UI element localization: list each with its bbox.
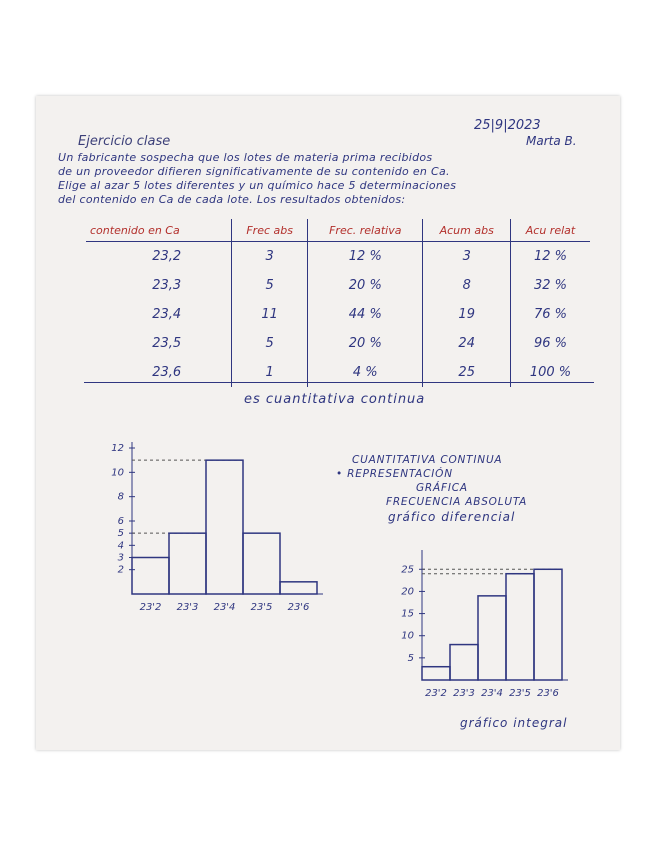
bar: [450, 645, 478, 680]
y-tick-label: 8: [117, 491, 124, 503]
table-header-row: [86, 219, 590, 242]
bar: [280, 582, 317, 594]
author-name: Marta B.: [526, 134, 577, 148]
statement-line-2: de un proveedor difieren significativamente de su contenido en Ca.: [58, 165, 450, 178]
cell-rel: 20 %: [308, 329, 423, 358]
bar: [169, 533, 206, 594]
bar: [206, 460, 243, 594]
x-tick-label: 23'2: [425, 688, 447, 699]
cell-acu-rel: 32 %: [510, 271, 590, 300]
y-tick-label: 20: [401, 586, 414, 598]
table-row: [86, 271, 590, 300]
x-tick-label: 23'5: [250, 602, 273, 613]
bar: [422, 667, 450, 680]
table-bottom-rule: [84, 382, 594, 383]
y-tick-label: 6: [117, 516, 124, 527]
cell-abs: 3: [232, 242, 308, 272]
cell-value: 23,5: [152, 336, 182, 351]
cell-acu-rel: 96 %: [510, 329, 590, 358]
cell-value: 23,4: [152, 307, 182, 322]
x-tick-label: 23'2: [139, 602, 162, 613]
cell-abs: 1: [232, 358, 308, 387]
note-line-4: FRECUENCIA ABSOLUTA: [386, 496, 528, 508]
cell-acum: 3: [423, 242, 511, 272]
x-tick-label: 23'3: [453, 688, 475, 699]
cell-value: 23,3: [152, 278, 182, 293]
x-tick-label: 23'6: [537, 688, 559, 699]
cell-abs: 5: [232, 271, 308, 300]
statement-line-3: Elige al azar 5 lotes diferentes y un químico hace 5 determinaciones: [58, 179, 457, 192]
cell-rel: 12 %: [308, 242, 423, 272]
y-tick-label: 4: [117, 540, 124, 552]
integral-caption: gráfico integral: [460, 716, 568, 730]
differential-chart: [106, 442, 366, 622]
bar: [243, 533, 280, 594]
header-frec-relativa: Frec. relativa: [308, 219, 423, 242]
bar: [478, 596, 506, 680]
y-tick-label: 2: [117, 564, 124, 576]
y-tick-label: 10: [111, 467, 124, 479]
cell-abs: 11: [232, 300, 308, 329]
cell-acum: 8: [423, 271, 511, 300]
x-tick-label: 23'5: [509, 688, 531, 699]
x-tick-label: 23'3: [176, 602, 199, 613]
cell-acum: 19: [423, 300, 511, 329]
note-line-2: • REPRESENTACIÓN: [336, 468, 453, 480]
y-tick-label: 12: [111, 443, 124, 454]
notebook-page: [36, 96, 620, 750]
y-tick-label: 5: [117, 528, 124, 540]
date: 25|9|2023: [474, 118, 541, 133]
y-tick-label: 25: [401, 564, 414, 576]
header-contenido: contenido en Ca: [86, 219, 232, 242]
header-frec-abs: Frec abs: [232, 219, 308, 242]
conclusion-text: es cuantitativa continua: [244, 392, 426, 407]
cell-acu-rel: 100 %: [510, 358, 590, 387]
y-tick-label: 3: [117, 552, 124, 564]
y-tick-label: 10: [401, 630, 414, 642]
table-row: [86, 329, 590, 358]
cell-acu-rel: 12 %: [510, 242, 590, 272]
bar: [132, 558, 169, 595]
bar: [534, 569, 562, 680]
statement-line-4: del contenido en Ca de cada lote. Los resultados obtenidos:: [58, 193, 406, 206]
cell-rel: 44 %: [308, 300, 423, 329]
y-tick-label: 5: [407, 652, 414, 664]
cell-acum: 24: [423, 329, 511, 358]
x-tick-label: 23'6: [287, 602, 310, 613]
cell-acu-rel: 76 %: [510, 300, 590, 329]
y-tick-label: 15: [401, 608, 414, 620]
note-line-3: GRÁFICA: [416, 482, 468, 494]
header-acum-abs: Acum abs: [423, 219, 511, 242]
cell-value: 23,2: [152, 249, 182, 264]
bar: [506, 574, 534, 680]
cell-rel: 20 %: [308, 271, 423, 300]
note-line-1: CUANTITATIVA CONTINUA: [352, 454, 503, 466]
cell-value: 23,6: [152, 365, 182, 380]
table-row: [86, 300, 590, 329]
cell-rel: 4 %: [308, 358, 423, 387]
x-tick-label: 23'4: [213, 602, 236, 613]
cell-abs: 5: [232, 329, 308, 358]
exercise-title: Ejercicio clase: [78, 134, 171, 149]
integral-chart: [366, 550, 596, 722]
x-tick-label: 23'4: [481, 688, 503, 699]
note-line-5: gráfico diferencial: [388, 510, 516, 524]
table-row: [86, 242, 590, 272]
header-acu-relat: Acu relat: [510, 219, 590, 242]
frequency-table: [86, 219, 590, 387]
cell-acum: 25: [423, 358, 511, 387]
statement-line-1: Un fabricante sospecha que los lotes de materia prima recibidos: [58, 151, 433, 164]
